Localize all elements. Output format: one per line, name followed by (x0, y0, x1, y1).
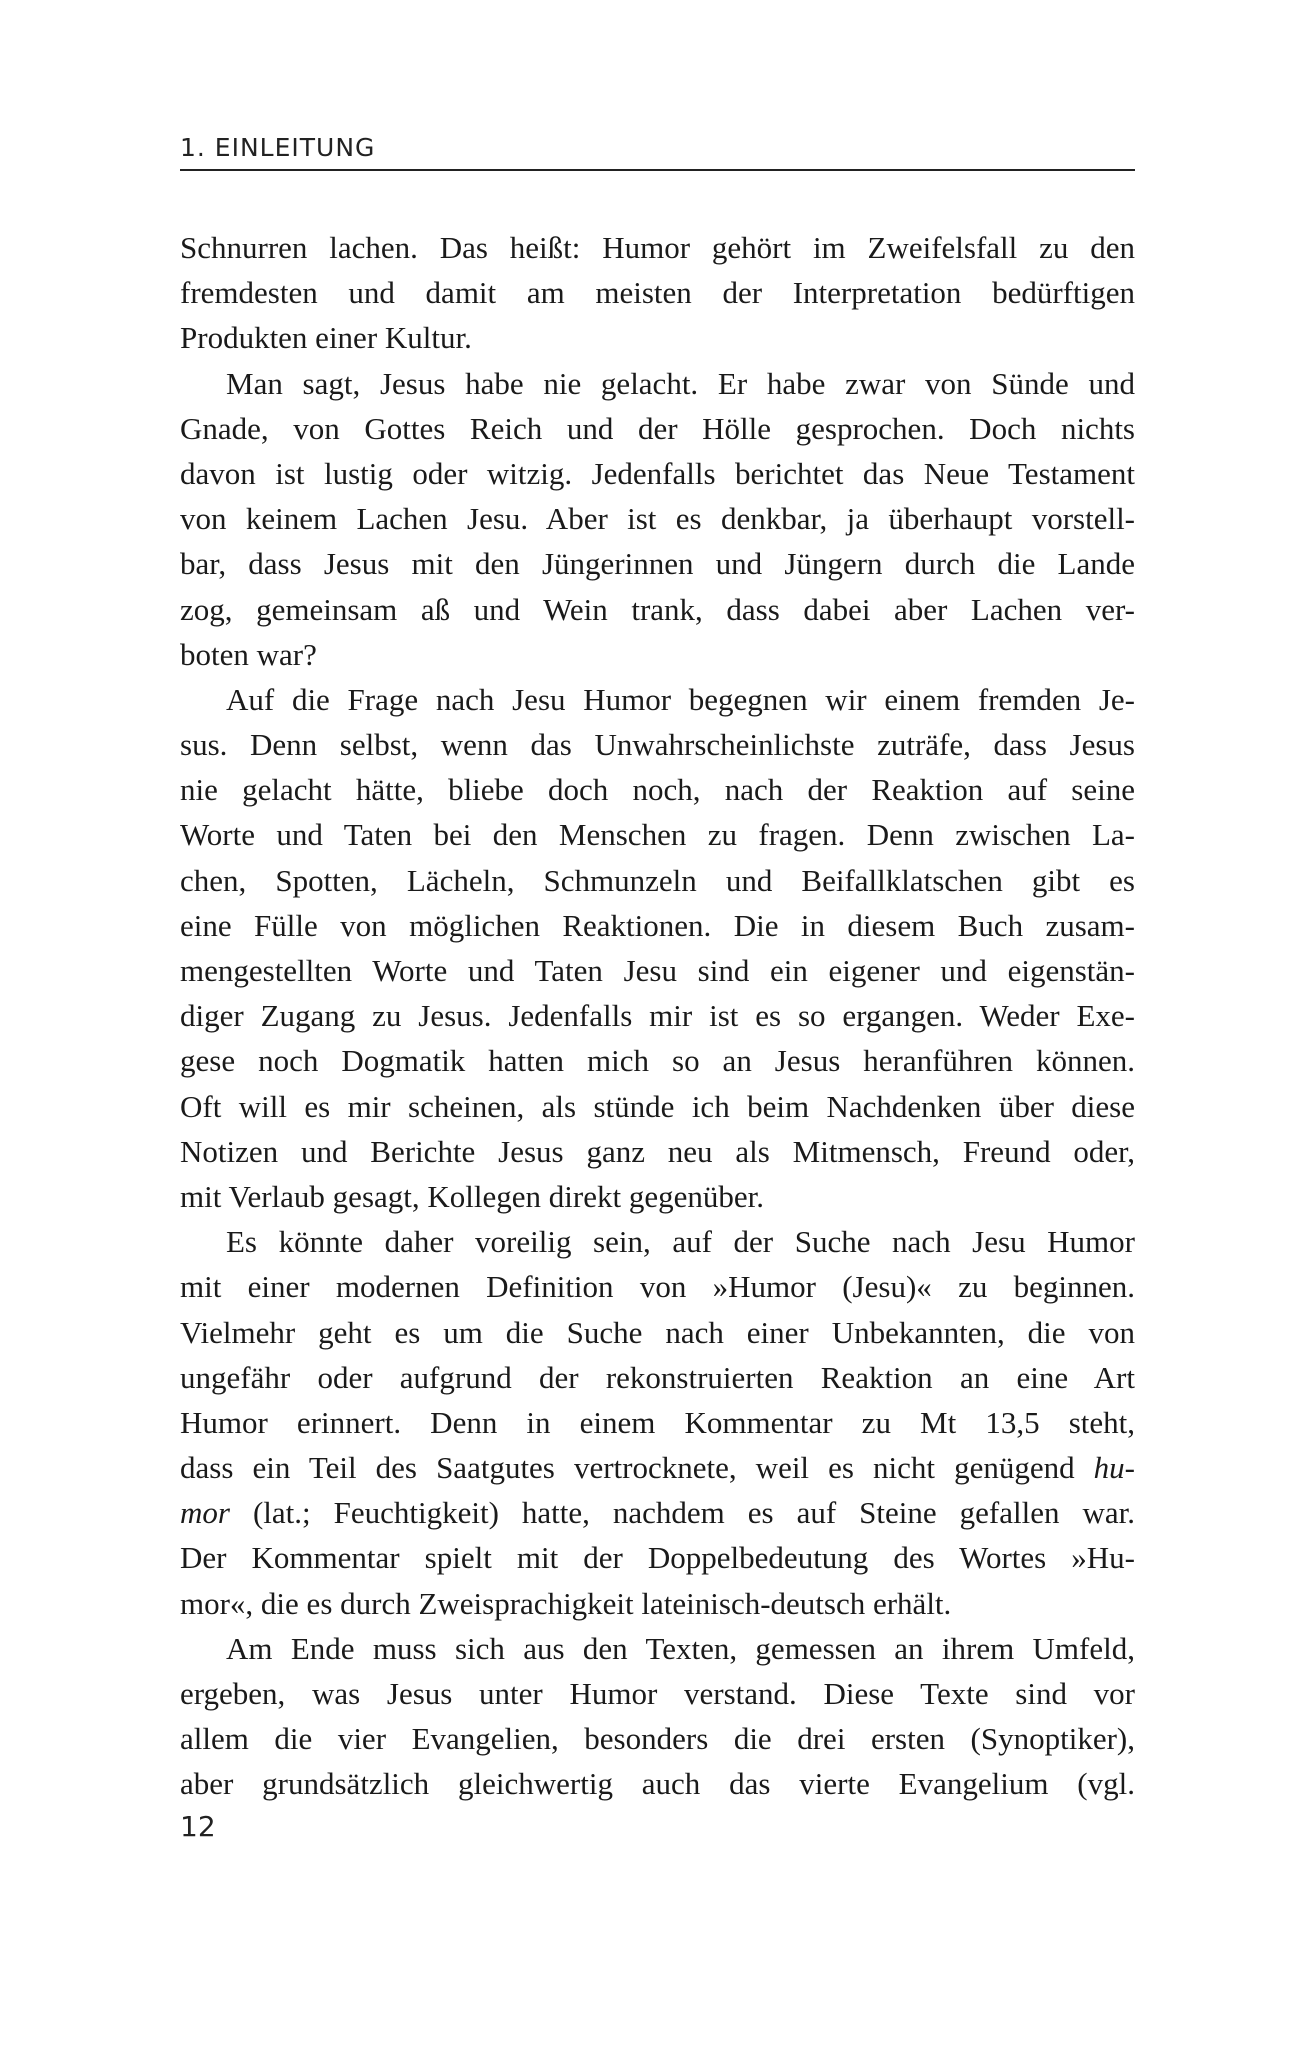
text-line: bar, dass Jesus mit den Jüngerinnen und Jüngern durch die Lande (180, 546, 1135, 582)
text-line-with-italic (180, 1490, 1135, 1535)
text-line: chen, Spotten, Lächeln, Schmunzeln und Beifallklatschen gibt es (180, 862, 1135, 898)
text-line: Der Kommentar spielt mit der Doppelbedeutung des Wortes »Hu- (180, 1540, 1135, 1576)
book-page (180, 0, 1135, 2048)
header-rule (180, 169, 1135, 171)
paragraph (180, 677, 1135, 1219)
text-line: Vielmehr geht es um die Suche nach einer Unbekannten, die von (180, 1314, 1135, 1350)
text-line-with-italic (180, 1445, 1135, 1490)
text-line: gese noch Dogmatik hatten mich so an Jesus heranführen können. (180, 1043, 1135, 1079)
paragraph (180, 1219, 1135, 1626)
text-line: Auf die Frage nach Jesu Humor begegnen wir einem fremden Je- (226, 681, 1135, 717)
text-line: Schnurren lachen. Das heißt: Humor gehört im Zweifelsfall zu den (180, 230, 1135, 265)
text-line: ungefähr oder aufgrund der rekonstruierten Reaktion an eine Art (180, 1359, 1135, 1395)
text-line: ergeben, was Jesus unter Humor verstand. Diese Texte sind vor (180, 1676, 1135, 1711)
text-fragment: dass ein Teil des Saatgutes vertrocknete, weil es nicht genügend (180, 1450, 1094, 1486)
text-line: von keinem Lachen Jesu. Aber ist es denkbar, ja überhaupt vorstell- (180, 501, 1135, 537)
paragraph (180, 1626, 1135, 1807)
body-text (180, 225, 1135, 1807)
text-fragment: (lat.; Feuchtigkeit) hatte, nachdem es auf Steine gefallen war. (229, 1495, 1135, 1531)
text-line: mit einer modernen Definition von »Humor (Jesu)« zu beginnen. (180, 1269, 1135, 1305)
text-line: aber grundsätzlich gleichwertig auch das vierte Evangelium (vgl. (180, 1766, 1135, 1802)
text-line: sus. Denn selbst, wenn das Unwahrscheinlichste zuträfe, dass Jesus (180, 727, 1135, 763)
text-line: nie gelacht hätte, bliebe doch noch, nach der Reaktion auf seine (180, 772, 1135, 808)
text-line: Produkten einer Kultur. (180, 320, 472, 356)
text-line: boten war? (180, 636, 317, 672)
text-line: Worte und Taten bei den Menschen zu fragen. Denn zwischen La- (180, 817, 1135, 853)
paragraph (180, 225, 1135, 361)
text-line: zog, gemeinsam aß und Wein trank, dass dabei aber Lachen ver- (180, 591, 1135, 627)
italic-word: hu- (1093, 1450, 1135, 1486)
text-line: davon ist lustig oder witzig. Jedenfalls berichtet das Neue Testament (180, 455, 1135, 491)
text-line: Am Ende muss sich aus den Texten, gemessen an ihrem Umfeld, (226, 1630, 1135, 1666)
text-line: Oft will es mir scheinen, als stünde ich beim Nachdenken über diese (180, 1088, 1135, 1124)
text-line: diger Zugang zu Jesus. Jedenfalls mir ist es so ergangen. Weder Exe- (180, 998, 1135, 1034)
text-line: Humor erinnert. Denn in einem Kommentar zu Mt 13,5 steht, (180, 1404, 1135, 1440)
text-line: mit Verlaub gesagt, Kollegen direkt gegenüber. (180, 1178, 764, 1214)
page-number: 12 (180, 1810, 216, 1843)
text-line: mengestellten Worte und Taten Jesu sind ein eigener und eigenstän- (180, 953, 1135, 988)
text-line: Man sagt, Jesus habe nie gelacht. Er habe zwar von Sünde und (226, 365, 1135, 401)
italic-word: mor (180, 1495, 230, 1531)
text-line: fremdesten und damit am meisten der Interpretation bedürftigen (180, 275, 1135, 311)
paragraph (180, 361, 1135, 677)
text-line: Gnade, von Gottes Reich und der Hölle gesprochen. Doch nichts (180, 410, 1135, 446)
text-line: allem die vier Evangelien, besonders die drei ersten (Synoptiker), (180, 1721, 1135, 1757)
text-line: Es könnte daher voreilig sein, auf der Suche nach Jesu Humor (226, 1224, 1135, 1260)
text-line: Notizen und Berichte Jesus ganz neu als Mitmensch, Freund oder, (180, 1133, 1135, 1169)
running-head: 1. EINLEITUNG (180, 133, 376, 162)
text-line: mor«, die es durch Zweisprachigkeit lateinisch-deutsch erhält. (180, 1585, 952, 1621)
text-line: eine Fülle von möglichen Reaktionen. Die in diesem Buch zusam- (180, 907, 1135, 943)
